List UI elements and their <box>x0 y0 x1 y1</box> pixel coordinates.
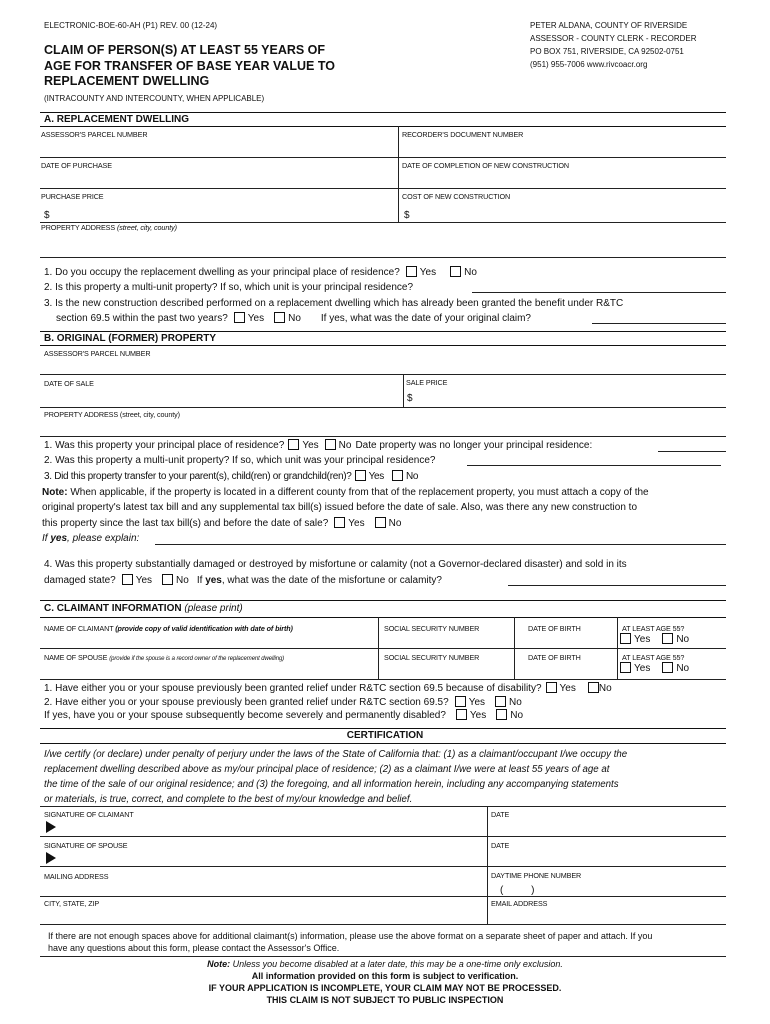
spouse-age55-no-checkbox[interactable] <box>662 662 673 673</box>
section-c-title <box>44 603 243 614</box>
c-q1-yes-label: Yes <box>559 683 576 694</box>
claimant-age55-options <box>617 633 689 645</box>
a-q3-no-label: No <box>288 313 301 324</box>
b-q4-followup-pre: If <box>196 575 206 586</box>
b-q3-no-checkbox[interactable] <box>392 470 403 481</box>
c-question-2-text: 2. Have either you or your spouse previously been granted relief under R&TC section 69.5? <box>44 697 449 708</box>
b-q4-yes-label: Yes <box>135 575 153 586</box>
phone-format: ( ) <box>500 885 535 896</box>
b-question-4: 4. Was this property substantially damaged or destroyed by misfortune or calamity (not a Governor-declared disaster) and sold in its <box>44 559 627 570</box>
date-purchase-label: DATE OF PURCHASE <box>41 161 112 170</box>
sale-price-dollar: $ <box>407 393 413 404</box>
footer-info-line-1: If there are not enough spaces above for additional claimant(s) information, please use the above format on a separate sheet of paper and attach. If you <box>48 931 653 941</box>
footer-incomplete: IF YOUR APPLICATION IS INCOMPLETE, YOUR CLAIM MAY NOT BE PROCESSED. <box>208 983 562 993</box>
sig-claimant-arrow-icon <box>46 821 56 833</box>
name-claimant-label <box>44 624 293 633</box>
c-q3-yes-label: Yes <box>469 710 487 721</box>
date-completion-label: DATE OF COMPLETION OF NEW CONSTRUCTION <box>402 161 569 170</box>
b-q3-yes-checkbox[interactable] <box>355 470 366 481</box>
spouse-age55-yes-label: Yes <box>634 663 651 674</box>
c-question-3 <box>44 709 523 721</box>
b-if-yes-bold: yes <box>50 533 68 544</box>
a-q1-no-checkbox[interactable] <box>450 266 461 277</box>
spouse-age55-no-label: No <box>676 663 690 674</box>
b-question-1 <box>44 439 592 451</box>
ssn-label-claimant: SOCIAL SECURITY NUMBER <box>384 624 480 633</box>
b-note-line-1-text: When applicable, if the property is located in a different county from that of the replacement property, you must attach a copy of the <box>67 487 649 498</box>
footer-public: THIS CLAIM IS NOT SUBJECT TO PUBLIC INSPECTION <box>266 995 504 1005</box>
section-b-title: B. ORIGINAL (FORMER) PROPERTY <box>44 333 217 344</box>
b-q1-no-checkbox[interactable] <box>325 439 336 450</box>
b-note-no-label: No <box>388 518 402 529</box>
b-if-yes-prefix: If <box>42 533 51 544</box>
sale-price-label: SALE PRICE <box>406 378 448 387</box>
a-question-1-text: 1. Do you occupy the replacement dwelling as your principal place of residence? <box>44 267 400 278</box>
b-note-line-1 <box>42 487 649 498</box>
b-question-4-line2-text: damaged state? <box>44 575 116 586</box>
c-q3-no-checkbox[interactable] <box>496 709 507 720</box>
ssn-label-spouse: SOCIAL SECURITY NUMBER <box>384 653 480 662</box>
form-subtitle: (INTRACOUNTY AND INTERCOUNTY, WHEN APPLICABLE) <box>44 94 265 103</box>
c-q2-yes-checkbox[interactable] <box>455 696 466 707</box>
claimant-age55-yes-label: Yes <box>634 634 651 645</box>
name-spouse-hint: (provide if the spouse is a record owner of the replacement dwelling) <box>109 656 285 662</box>
c-q3-no-label: No <box>510 710 524 721</box>
apn-label: ASSESSOR'S PARCEL NUMBER <box>41 130 148 139</box>
footer-info-line-2: have any questions about this form, please contact the Assessor's Office. <box>48 943 340 953</box>
footer-note <box>0 959 770 969</box>
claimant-age55-no-label: No <box>676 634 690 645</box>
c-q1-no-checkbox[interactable] <box>588 682 599 693</box>
b-note-no-checkbox[interactable] <box>375 517 386 528</box>
c-q1-yes-checkbox[interactable] <box>546 682 557 693</box>
b-q4-no-label: No <box>176 575 189 586</box>
form-code: ELECTRONIC-BOE-60-AH (P1) REV. 00 (12-24) <box>44 21 218 30</box>
b-if-yes-explain <box>42 533 139 544</box>
c-q3-yes-checkbox[interactable] <box>456 709 467 720</box>
b-if-yes-suffix: , please explain: <box>67 533 140 544</box>
section-c-title-hint: (please print) <box>184 603 243 614</box>
footer-note-label: Note: <box>207 959 231 969</box>
a-question-2-text: 2. Is this property a multi-unit property? If so, which unit is your principal residence? <box>44 282 414 293</box>
claimant-age55-no-checkbox[interactable] <box>662 633 673 644</box>
c-q2-no-label: No <box>509 697 522 708</box>
b-question-4-line2 <box>44 574 442 586</box>
spouse-age55-yes-checkbox[interactable] <box>620 662 631 673</box>
property-address-text: PROPERTY ADDRESS <box>41 223 116 232</box>
b-q4-followup-post: , what was the date of the misfortune or calamity? <box>221 575 442 586</box>
b-q4-no-checkbox[interactable] <box>162 574 173 585</box>
c-question-1-text: 1. Have either you or your spouse previously been granted relief under R&TC section 69.5 because of disability? <box>44 683 542 694</box>
b-q4-followup-bold: yes <box>205 575 222 586</box>
footer-info <box>48 930 652 954</box>
a-question-3-text: 3. Is the new construction described performed on a replacement dwelling which has already been granted the benefit under R&TC <box>44 298 624 309</box>
certification-text <box>44 747 726 807</box>
a-question-1 <box>44 266 477 278</box>
b-q1-yes-checkbox[interactable] <box>288 439 299 450</box>
b-note-yes-label: Yes <box>348 518 365 529</box>
a-q3-followup: If yes, what was the date of your original claim? <box>320 313 531 324</box>
purchase-price-dollar: $ <box>44 210 50 221</box>
c-question-2 <box>44 696 522 708</box>
name-claimant-text: NAME OF CLAIMANT <box>44 624 114 633</box>
certification-line-3: the time of the sale of our original residence; and (3) the foregoing, and all information herein, including any accompanying statements <box>44 779 619 790</box>
c-q1-no-label: No <box>598 683 612 694</box>
form-title-line-2: AGE FOR TRANSFER OF BASE YEAR VALUE TO <box>44 58 335 73</box>
recorder-doc-label: RECORDER'S DOCUMENT NUMBER <box>402 130 524 139</box>
form-title <box>44 43 335 90</box>
b-question-2-text: 2. Was this property a multi-unit property? If so, which unit was your principal residence? <box>44 455 436 466</box>
name-spouse-label <box>44 653 284 662</box>
office-line-1: PETER ALDANA, COUNTY OF RIVERSIDE <box>530 21 688 30</box>
certification-line-2: replacement dwelling described above as my/our principal place of residence; (2) as a claimant I/we were at least 55 years of age at <box>44 764 610 775</box>
c-q2-no-checkbox[interactable] <box>495 696 506 707</box>
a-question-3-line2 <box>56 312 531 324</box>
certification-line-4: or materials, is true, correct, and complete to the best of my/our knowledge and belief. <box>44 794 413 805</box>
office-info <box>530 19 697 71</box>
age55-label-claimant: AT LEAST AGE 55? <box>622 624 685 633</box>
footer-verify: All information provided on this form is subject to verification. <box>251 971 519 981</box>
b-property-address-label: PROPERTY ADDRESS (street, city, county) <box>44 410 180 419</box>
name-claimant-hint: (provide copy of valid identification with date of birth) <box>115 624 293 633</box>
office-line-4: (951) 955-7006 www.rivcoacr.org <box>530 60 648 69</box>
age55-label-spouse: AT LEAST AGE 55? <box>622 653 685 662</box>
b-question-3-text: 3. Did this property transfer to your parent(s), child(ren) or grandchild(ren)? <box>44 471 352 482</box>
b-note-yes-checkbox[interactable] <box>334 517 345 528</box>
section-c-title-text: C. CLAIMANT INFORMATION <box>44 603 182 614</box>
claimant-age55-yes-checkbox[interactable] <box>620 633 631 644</box>
b-q4-yes-checkbox[interactable] <box>122 574 133 585</box>
b-question-3 <box>44 470 418 482</box>
dob-label-spouse: DATE OF BIRTH <box>528 653 581 662</box>
phone-label: DAYTIME PHONE NUMBER <box>491 871 582 880</box>
b-note-line-3 <box>42 517 401 529</box>
sig-spouse-arrow-icon <box>46 852 56 864</box>
form-title-line-3: REPLACEMENT DWELLING <box>44 74 210 88</box>
section-a-title: A. REPLACEMENT DWELLING <box>44 114 189 125</box>
b-note-label: Note: <box>42 487 68 498</box>
b-q1-followup: Date property was no longer your principal residence: <box>355 440 593 451</box>
b-note-line-2: original property's latest tax bill and any supplemental tax bill(s) issued before the date of sale. Also, was there any new construction to <box>42 502 638 513</box>
name-spouse-text: NAME OF SPOUSE <box>44 653 108 662</box>
certification-title: CERTIFICATION <box>346 730 424 741</box>
c-q2-yes-label: Yes <box>468 697 486 708</box>
c-question-3-text: If yes, have you or your spouse subsequently become severely and permanently disabled? <box>44 710 446 721</box>
certification-line-1: I/we certify (or declare) under penalty of perjury under the laws of the State of California that: (1) as a claimant/occupant I/we occupy the <box>44 749 628 760</box>
date-sale-label: DATE OF SALE <box>44 379 94 388</box>
dob-label-claimant: DATE OF BIRTH <box>528 624 581 633</box>
a-question-3 <box>44 298 623 309</box>
purchase-price-label: PURCHASE PRICE <box>41 192 104 201</box>
sig-claimant-label: SIGNATURE OF CLAIMANT <box>44 810 134 819</box>
property-address-label <box>41 223 177 232</box>
property-address-hint: (street, city, county) <box>116 223 177 232</box>
b-question-1-text: 1. Was this property your principal place of residence? <box>44 440 285 451</box>
mailing-address-label: MAILING ADDRESS <box>44 872 109 881</box>
cost-new-dollar: $ <box>404 210 410 221</box>
office-line-3: PO BOX 751, RIVERSIDE, CA 92502-0751 <box>530 47 684 56</box>
a-q3-yes-label: Yes <box>247 313 265 324</box>
a-q3-no-checkbox[interactable] <box>274 312 285 323</box>
b-apn-label: ASSESSOR'S PARCEL NUMBER <box>44 349 151 358</box>
date-claimant-label: DATE <box>491 810 510 819</box>
email-label: EMAIL ADDRESS <box>491 899 548 908</box>
city-state-zip-label: CITY, STATE, ZIP <box>44 899 100 908</box>
sig-spouse-label: SIGNATURE OF SPOUSE <box>44 841 128 850</box>
a-question-2 <box>44 282 413 293</box>
a-question-3-line2-text: section 69.5 within the past two years? <box>56 313 228 324</box>
b-q3-yes-label: Yes <box>368 471 384 482</box>
spouse-age55-options <box>617 662 689 674</box>
b-note-line-3-text: this property since the last tax bill(s) and before the date of sale? <box>42 518 329 529</box>
c-question-1 <box>44 682 612 694</box>
b-q3-no-label: No <box>405 471 419 482</box>
office-line-2: ASSESSOR - COUNTY CLERK - RECORDER <box>530 34 697 43</box>
cost-new-label: COST OF NEW CONSTRUCTION <box>402 192 511 201</box>
a-q1-yes-checkbox[interactable] <box>406 266 417 277</box>
a-q1-yes-label: Yes <box>419 267 437 278</box>
b-question-2 <box>44 455 435 466</box>
form-title-line-1: CLAIM OF PERSON(S) AT LEAST 55 YEARS OF <box>44 43 326 57</box>
b-q1-yes-label: Yes <box>302 440 319 451</box>
footer-note-text: Unless you become disabled at a later date, this may be a one-time only exclusion. <box>230 959 563 969</box>
a-q1-no-label: No <box>464 267 477 278</box>
date-spouse-label: DATE <box>491 841 510 850</box>
a-q3-yes-checkbox[interactable] <box>234 312 245 323</box>
b-q1-no-label: No <box>338 440 352 451</box>
